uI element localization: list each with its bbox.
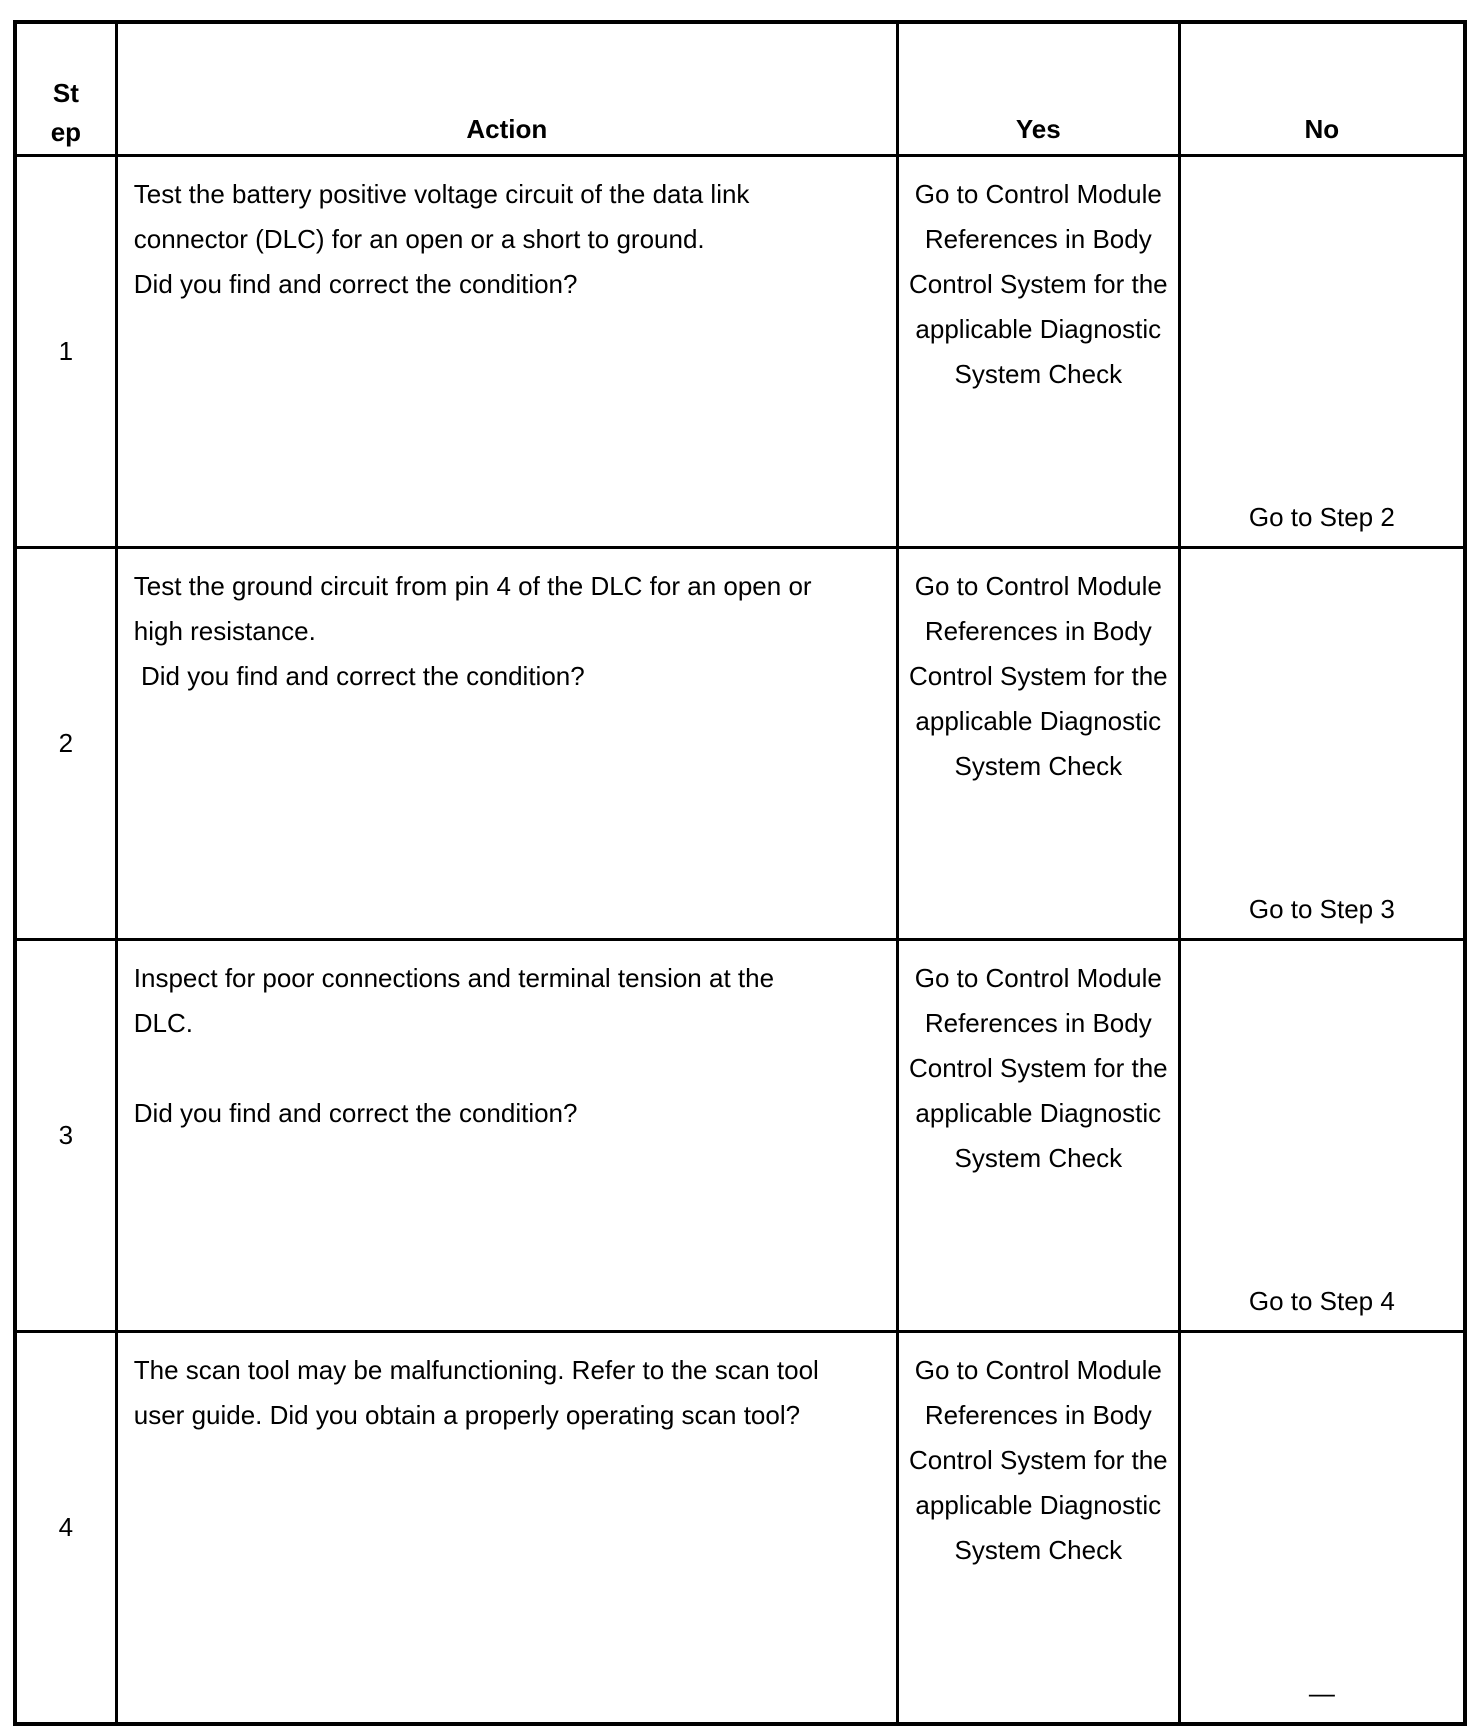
table-row [15,940,1465,1332]
yes-result: Go to Control Module References in Body Control System for the applicable Diagnostic System Check [897,940,1179,1332]
action-cell [116,548,897,940]
no-result: Go to Step 2 [1179,156,1465,548]
step-number: 2 [15,548,116,940]
step-header-line-2: ep [50,117,82,147]
yes-result: Go to Control Module References in Body Control System for the applicable Diagnostic System Check [897,156,1179,548]
table-header-row [15,22,1465,156]
action-cell [116,940,897,1332]
step-header-line-1: St [52,78,79,108]
action-question: Did you find and correct the condition? [133,269,578,299]
action-text: Test the ground circuit from pin 4 of the DLC for an open or high resistance. [133,571,819,646]
step-column-header [15,22,116,156]
action-text: Test the battery positive voltage circuit of the data link connector (DLC) for an open or a short to ground. [133,179,757,254]
action-cell [116,156,897,548]
action-cell [116,1332,897,1724]
action-text: The scan tool may be malfunctioning. Refer to the scan tool user guide. Did you obtain a properly operating scan tool? [133,1355,827,1430]
table-row [15,548,1465,940]
yes-result: Go to Control Module References in Body Control System for the applicable Diagnostic System Check [897,548,1179,940]
step-number: 4 [15,1332,116,1724]
action-text: Inspect for poor connections and terminal tension at the DLC. [133,963,782,1038]
yes-result: Go to Control Module References in Body Control System for the applicable Diagnostic System Check [897,1332,1179,1724]
action-question: Did you find and correct the condition? [133,661,585,691]
no-result: — [1179,1332,1465,1724]
no-column-header: No [1179,22,1465,156]
diagnostic-table [13,20,1467,1726]
no-result: Go to Step 4 [1179,940,1465,1332]
yes-column-header: Yes [897,22,1179,156]
action-column-header: Action [116,22,897,156]
table-row [15,156,1465,548]
step-number: 1 [15,156,116,548]
step-number: 3 [15,940,116,1332]
no-result: Go to Step 3 [1179,548,1465,940]
table-row [15,1332,1465,1724]
action-question: Did you find and correct the condition? [133,1098,578,1128]
